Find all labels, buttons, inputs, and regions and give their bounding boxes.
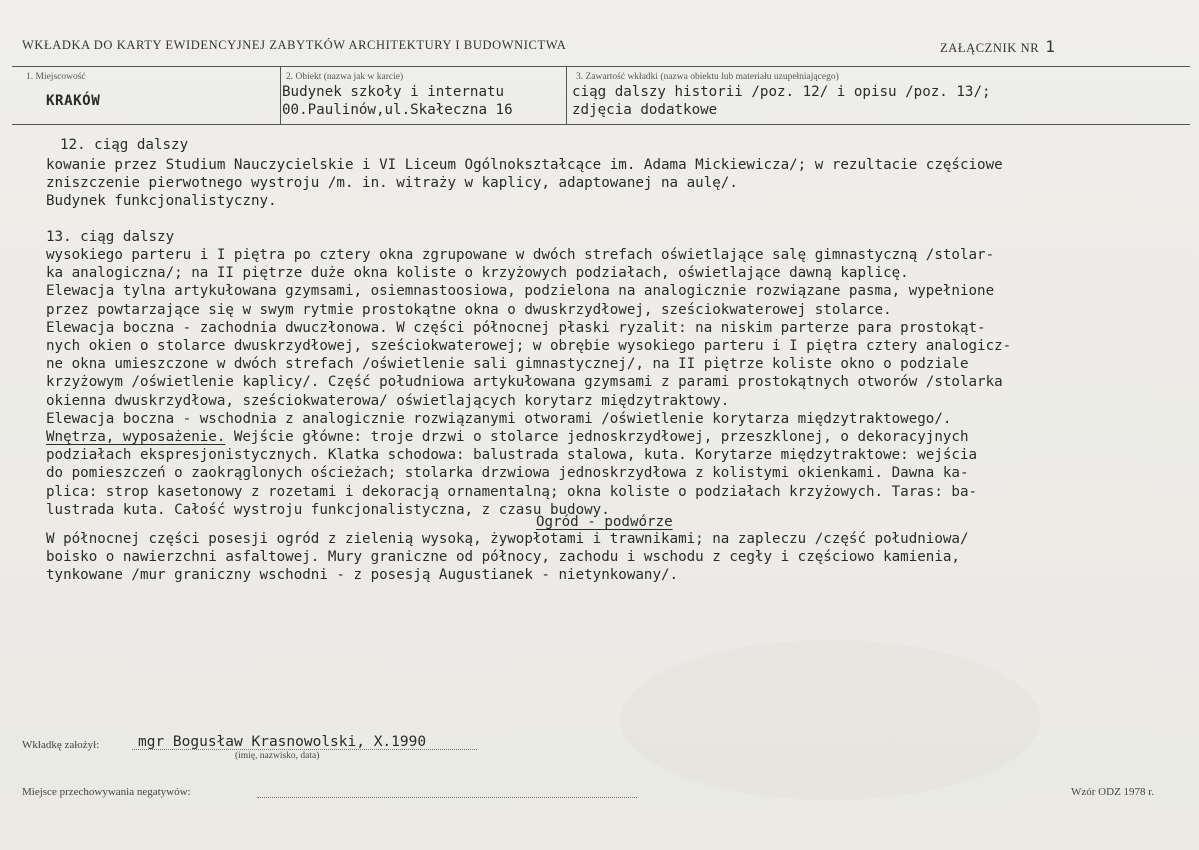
interior-first-line: Wejście główne: troje drzwi o stolarce jednoskrzydłowej, przeszklonej, o dekoracyjnych — [225, 429, 969, 446]
object-label: 2. Obiekt (nazwa jak w karcie) — [286, 72, 404, 82]
attachment-label-text: ZAŁĄCZNIK NR — [940, 41, 1040, 55]
negatives-label: Miejsce przechowywania negatywów: — [22, 786, 191, 798]
garden-heading: Ogród - podwórze — [536, 514, 673, 530]
object-value: Budynek szkoły i internatu 00.Paulinów,ul.Skałeczna 16 — [282, 84, 513, 119]
interior-heading: Wnętrza, wyposażenie. — [46, 429, 226, 446]
locality-value: KRAKÓW — [46, 93, 101, 109]
form-pattern: Wzór ODZ 1978 r. — [1071, 786, 1155, 798]
locality-label: 1. Miejscowość — [26, 72, 86, 82]
section-13-text-a: wysokiego parteru i I piętra po cztery okna zgrupowane w dwóch strefach oświetlające salę gimnastyczną /stolar- ka analogiczna/; na II piętrze duże okna koliste o krzyżowych podziałach, oświetlające dawną kaplicę. Elewacja tylna artykułowana gzymsami, osiemnastoosiowa, podzielona na analogicznie rozwiązane pasma, wypełnione przez powtarzające się w swym rytmie prostokątne okna o dwuskrzydłowej, sześciokwaterowej stolarce. Elewacja boczna - zachodnia dwuczłonowa. W części północnej płaski ryzalit: na niskim parterze para prostokąt- nych okien o stolarce dwuskrzydłowej, sześciokwaterowej; w obrębie wysokiego parteru i I piętra cztery analogicz- ne okna umieszczone w dwóch strefach /oświetlenie sali gimnastycznej/, na II piętrze koliste okno o podziale krzyżowym /oświetlenie kaplicy/. Część południowa artykułowana gzymsami z parami prostokątnych otworów /stolarka okienna dwuskrzydłowa, sześciokwaterowa/ oświetlających korytarz międzytraktowy. Elewacja boczna - wschodnia z analogicznie rozwiązanymi otworami /oświetlenie korytarza międzytraktowego/. — [46, 247, 1012, 427]
attachment-number: 1 — [1045, 37, 1056, 56]
paper-stain — [620, 640, 1040, 800]
section-12-heading: 12. ciąg dalszy — [60, 137, 189, 153]
header-rule-bottom — [12, 124, 1190, 125]
content-value: ciąg dalszy historii /poz. 12/ i opisu /poz. 13/; zdjęcia dodatkowe — [572, 84, 991, 119]
section-12-text: kowanie przez Studium Nauczycielskie i VI Liceum Ogólnokształcące im. Adama Mickiewicza/; w rezultacie częściowe zniszczenie pierwotnego wystroju /m. in. witraży w kaplicy, adaptowanej na aulę/. Budynek funkcjonalistyczny. — [46, 157, 1003, 210]
content-label: 3. Zawartość wkładki (nazwa obiektu lub materiału uzupełniającego) — [576, 72, 839, 82]
negatives-line — [257, 797, 637, 798]
card-title: WKŁADKA DO KARTY EWIDENCYJNEJ ZABYTKÓW ARCHITEKTURY I BUDOWNICTWA — [22, 38, 567, 52]
made-by-label: Wkładkę założył: — [22, 739, 100, 751]
column-divider-1 — [280, 67, 281, 124]
made-by-value: mgr Bogusław Krasnowolski, X.1990 — [138, 734, 427, 750]
section-13-heading: 13. ciąg dalszy — [46, 229, 175, 245]
section-13-text-b: podziałach ekspresjonistycznych. Klatka schodowa: balustrada stalowa, kuta. Korytarze międzytraktowe: wejścia do pomieszczeń o zaokrąglonych ościeżach; stolarka drzwiowa jednoskrzydłowa z kolistymi okienkami. Dawna ka- plica: strop kasetonowy z rozetami i dekoracją ornamentalną; okna koliste o podziałach krzyżowych. Taras: ba- lustrada kuta. Całość wystroju funkcjonalistyczna, z czasu budowy. — [46, 447, 978, 518]
made-by-hint: (imię, nazwisko, data) — [235, 751, 320, 761]
section-13-text — [46, 246, 1011, 519]
column-divider-2 — [566, 67, 567, 124]
garden-text: W północnej części posesji ogród z zielenią wysoką, żywopłotami i trawnikami; na zapleczu /część południowa/ boisko o nawierzchni asfaltowej. Mury graniczne od północy, zachodu i wschodu z cegły i częściowo kamienia, tynkowane /mur graniczny wschodni - z posesją Augustianek - nietynkowany/. — [46, 531, 969, 584]
header-rule-top — [12, 66, 1190, 67]
attachment-label — [940, 37, 1055, 56]
